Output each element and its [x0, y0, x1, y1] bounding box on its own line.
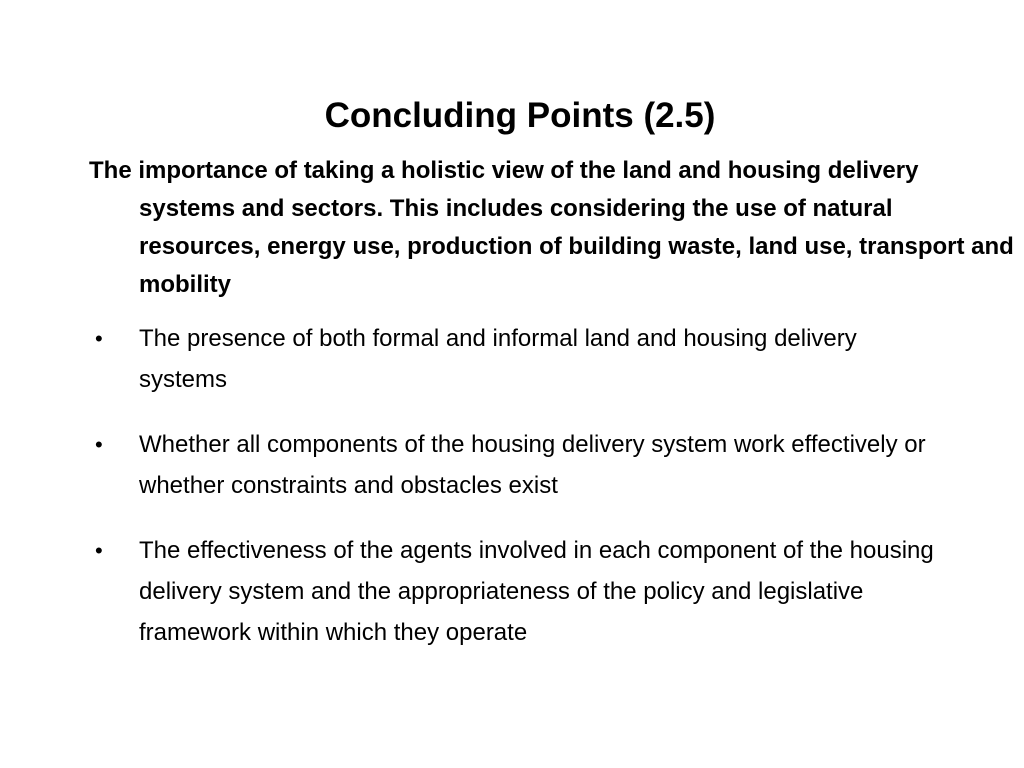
- bullet-item: [95, 318, 945, 400]
- bullet-item: [95, 530, 945, 653]
- bullet-text: Whether all components of the housing delivery system work effectively or whether constraints and obstacles exist: [139, 431, 926, 499]
- bullet-icon: •: [95, 432, 103, 457]
- bullet-icon: •: [95, 538, 103, 563]
- bullet-icon: •: [95, 326, 103, 351]
- bullet-list: [95, 318, 945, 677]
- lead-paragraph: The importance of taking a holistic view of the land and housing delivery systems and sectors. This includes considering the use of natural resources, energy use, production of building waste, land use, transport and mobility: [89, 157, 1014, 298]
- slide-title: Concluding Points (2.5): [324, 96, 716, 135]
- bullet-text: The presence of both formal and informal land and housing delivery systems: [139, 325, 857, 393]
- bullet-text: The effectiveness of the agents involved in each component of the housing delivery system and the appropriateness of the policy and legislative framework within which they operate: [139, 537, 934, 646]
- bullet-item: [95, 424, 945, 506]
